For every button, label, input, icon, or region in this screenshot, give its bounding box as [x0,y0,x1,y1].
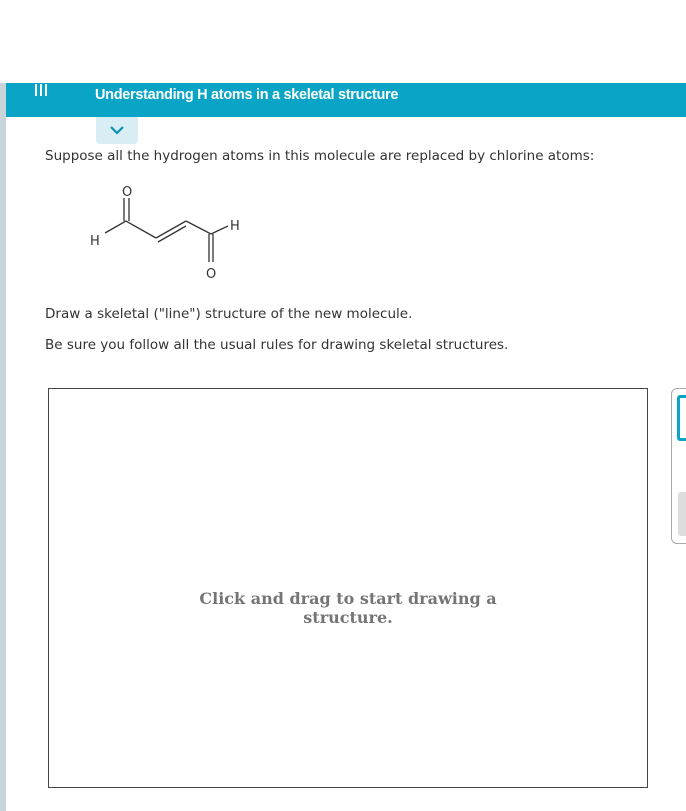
tool-button[interactable] [677,395,686,441]
canvas-hint [49,589,647,627]
collapse-toggle[interactable] [96,117,138,144]
atom-o-bottom: O [206,267,217,280]
page-title: Understanding H atoms in a skeletal structure [95,87,399,103]
left-rail [0,83,6,811]
instruction-draw: Draw a skeletal ("line") structure of the new molecule. [45,306,413,322]
molecule-structure [84,180,254,280]
menu-icon[interactable] [35,84,49,98]
instruction-rules: Be sure you follow all the usual rules for drawing skeletal structures. [45,337,509,353]
canvas-hint-line2: structure. [303,608,393,627]
atom-h-left: H [90,234,100,249]
canvas-hint-line1: Click and drag to start drawing a [199,589,497,608]
drawing-canvas[interactable] [48,388,648,788]
atom-h-right: H [230,219,240,234]
panel-drag-handle[interactable] [678,492,686,536]
question-prompt: Suppose all the hydrogen atoms in this molecule are replaced by chlorine atoms: [45,148,595,164]
atom-o-top: O [122,185,133,200]
chevron-down-icon [109,124,125,136]
